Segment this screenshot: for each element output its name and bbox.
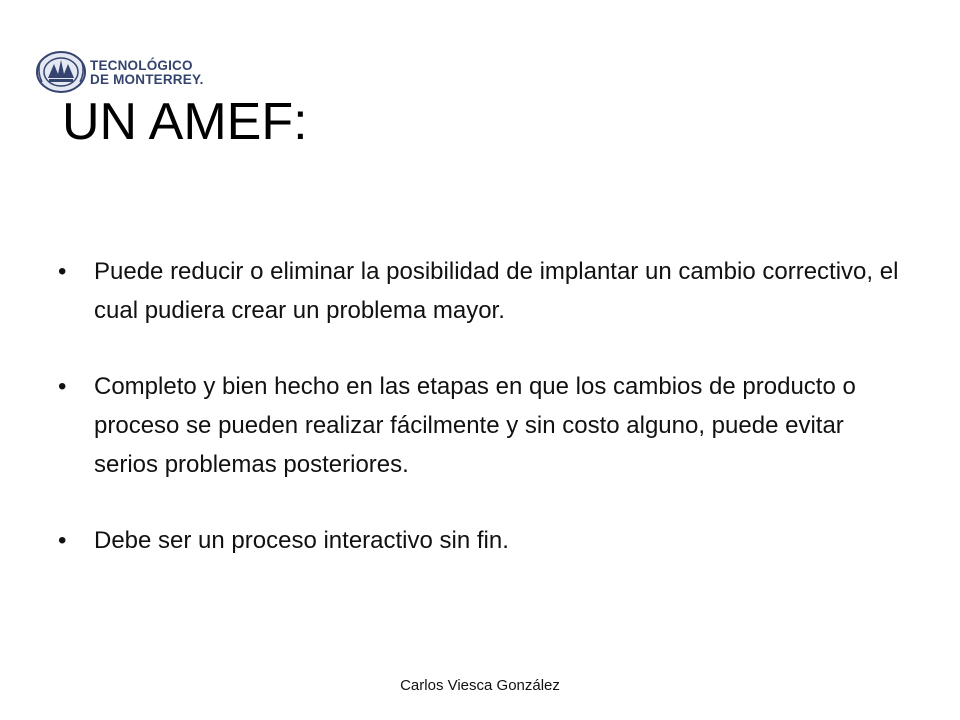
tec-seal-icon — [34, 48, 88, 96]
logo-wordmark — [90, 59, 204, 87]
logo-line-1: TECNOLÓGICO — [90, 58, 193, 73]
bullet-text: Completo y bien hecho en las etapas en que los cambios de producto o proceso se pueden realizar fácilmente y sin costo alguno, puede evitar serios problemas posteriores. — [94, 373, 856, 478]
bullet-item — [58, 252, 908, 330]
bullet-list — [58, 252, 908, 560]
footer-author: Carlos Viesca González — [400, 677, 560, 694]
bullet-item — [58, 521, 908, 560]
bullet-text: Puede reducir o eliminar la posibilidad de implantar un cambio correctivo, el cual pudiera crear un problema mayor. — [94, 258, 899, 324]
slide-title: UN AMEF: — [62, 93, 308, 151]
bullet-marker: • — [58, 373, 67, 400]
logo-line-2: DE MONTERREY. — [90, 72, 204, 87]
bullet-marker: • — [58, 258, 67, 285]
bullet-text: Debe ser un proceso interactivo sin fin. — [94, 527, 509, 554]
tec-de-monterrey-logo — [34, 48, 224, 96]
bullet-marker: • — [58, 527, 67, 554]
bullet-item — [58, 367, 908, 484]
